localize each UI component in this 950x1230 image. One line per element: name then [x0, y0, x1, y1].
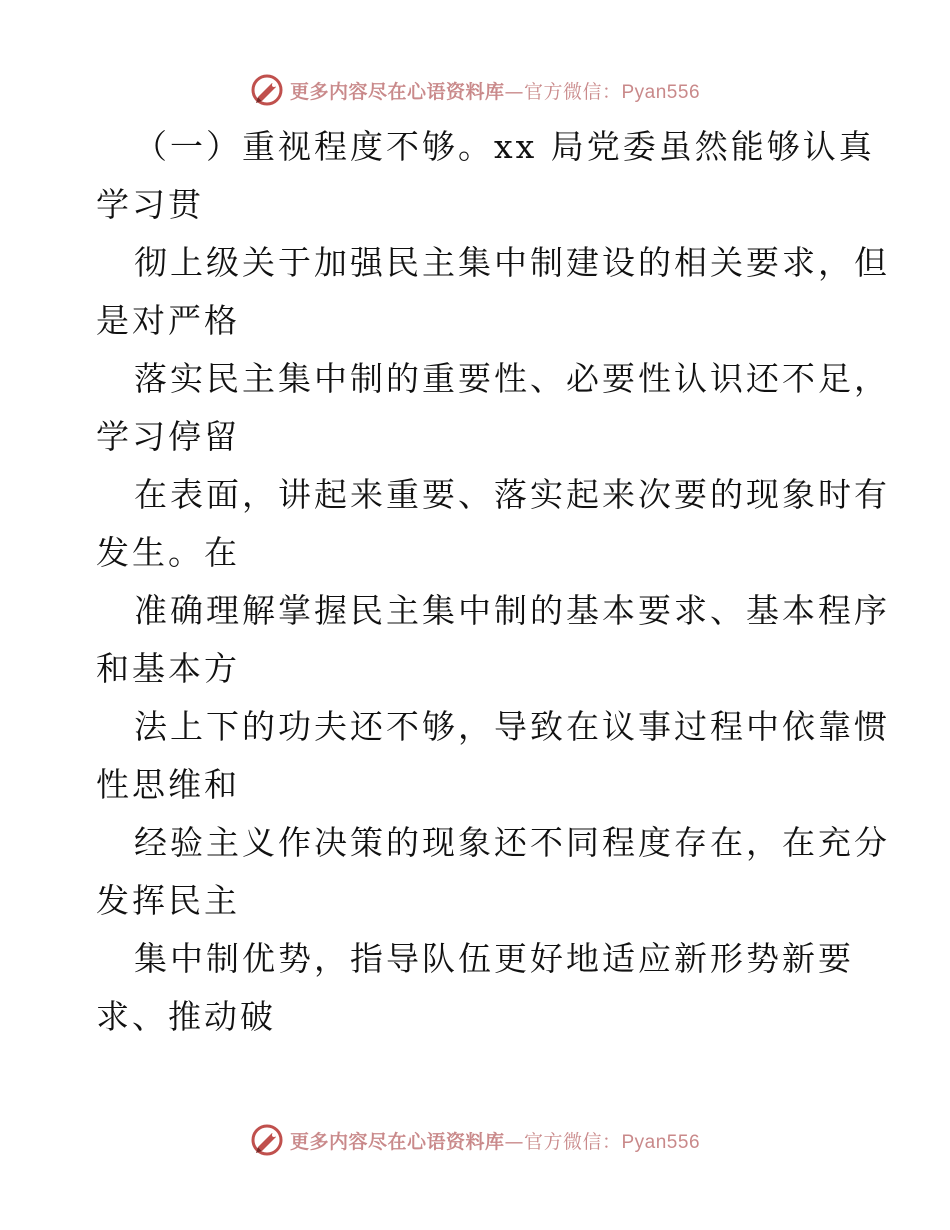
banner-wechat-label: 官方微信：: [523, 80, 622, 103]
text-line: 准确理解掌握民主集中制的基本要求、基本程序: [134, 591, 890, 630]
text-line: 发生。在: [96, 533, 240, 572]
text-line: （一）重视程度不够。xx 局党委虽然能够认真: [134, 127, 875, 166]
banner-text: [290, 77, 700, 104]
text-line: 发挥民主: [96, 881, 240, 920]
pen-logo-icon: [250, 73, 284, 107]
pen-logo-icon: [250, 1123, 284, 1157]
text-line: 学习贯: [96, 185, 204, 224]
text-line: 学习停留: [96, 417, 240, 456]
banner-wechat-id: Pyan556: [621, 81, 701, 103]
banner-main-text: 更多内容尽在心语资料库: [289, 1130, 505, 1153]
text-line: 和基本方: [96, 649, 240, 688]
text-line: 落实民主集中制的重要性、必要性认识还不足，: [134, 359, 890, 398]
text-line: 性思维和: [96, 765, 240, 804]
banner-text: [290, 1127, 700, 1154]
text-line: 彻上级关于加强民主集中制建设的相关要求，但: [134, 243, 890, 282]
banner-wechat-label: 官方微信：: [523, 1130, 622, 1153]
text-line: 法上下的功夫还不够，导致在议事过程中依靠惯: [134, 707, 890, 746]
banner-main-text: 更多内容尽在心语资料库: [289, 80, 505, 103]
text-line: 求、推动破: [96, 997, 276, 1036]
header-banner: [0, 70, 950, 110]
banner-wechat-id: Pyan556: [621, 1131, 701, 1153]
text-line: 在表面，讲起来重要、落实起来次要的现象时有: [134, 475, 890, 514]
banner-dash: —: [504, 80, 524, 103]
banner-dash: —: [504, 1130, 524, 1153]
text-line: 经验主义作决策的现象还不同程度存在，在充分: [134, 823, 890, 862]
footer-banner: [0, 1120, 950, 1160]
text-line: 集中制优势，指导队伍更好地适应新形势新要: [134, 939, 854, 978]
document-body: [96, 118, 890, 1046]
text-line: 是对严格: [96, 301, 240, 340]
